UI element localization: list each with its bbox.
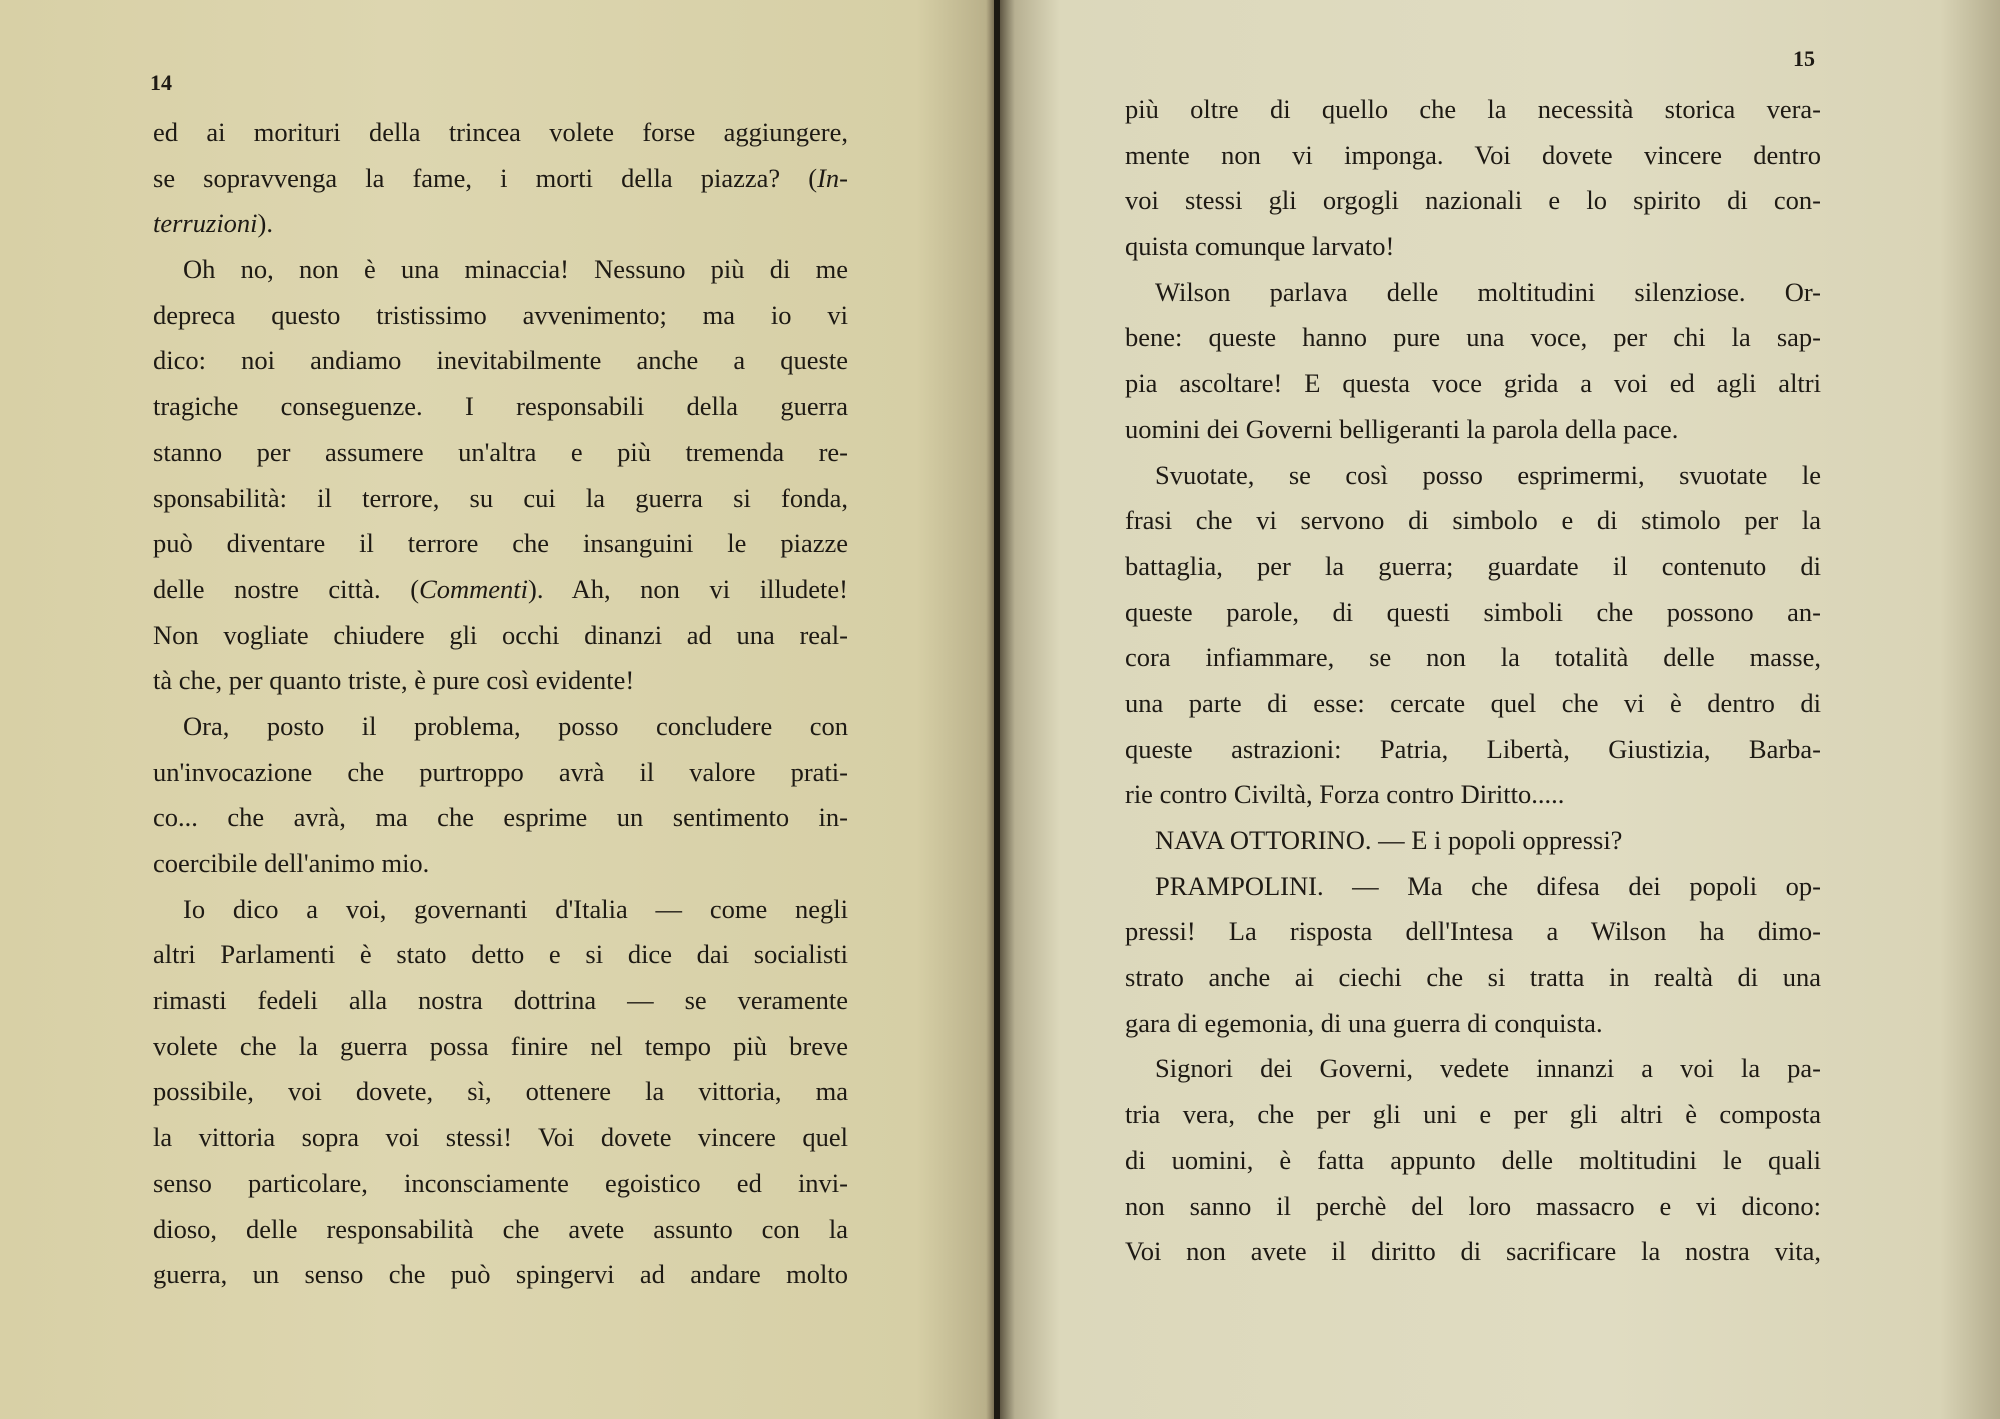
left-page xyxy=(0,0,996,1419)
text-line xyxy=(153,613,848,659)
text-block xyxy=(153,110,848,1298)
line-text: bene: queste hanno pure una voce, per chi la sap- xyxy=(1125,322,1821,353)
line-text: senso particolare, inconsciamente egoistico ed invi- xyxy=(153,1167,848,1198)
text-line xyxy=(153,658,848,704)
text-line xyxy=(1125,1046,1821,1092)
text-line xyxy=(153,887,848,933)
text-line xyxy=(1125,224,1821,270)
text-line xyxy=(1125,270,1821,316)
text-line xyxy=(153,841,848,887)
text-line xyxy=(153,430,848,476)
line-text: pressi! La risposta dell'Intesa a Wilson ha dimo- xyxy=(1125,916,1821,947)
text-line xyxy=(153,247,848,293)
text-line xyxy=(153,1069,848,1115)
text-line xyxy=(153,1024,848,1070)
line-text: volete che la guerra possa finire nel tempo più breve xyxy=(153,1030,848,1061)
text-line xyxy=(153,978,848,1024)
text-line xyxy=(1125,1092,1821,1138)
italic-text: terruzioni xyxy=(153,208,258,239)
text-line xyxy=(153,567,848,613)
text-line xyxy=(1125,407,1821,453)
line-text: non sanno il perchè del loro massacro e vi dicono: xyxy=(1125,1190,1821,1221)
text-line xyxy=(1125,87,1821,133)
line-text: rie contro Civiltà, Forza contro Diritto..... xyxy=(1125,779,1565,810)
text-line xyxy=(1125,1001,1821,1047)
text-line xyxy=(1125,453,1821,499)
line-text: dioso, delle responsabilità che avete assunto con la xyxy=(153,1213,848,1244)
page-number: 14 xyxy=(150,70,172,95)
line-text: voi stessi gli orgogli nazionali e lo spirito di con- xyxy=(1125,185,1821,216)
line-text: Io dico a voi, governanti d'Italia — come negli xyxy=(183,893,848,924)
line-text: queste parole, di questi simboli che possono an- xyxy=(1125,596,1821,627)
line-text: più oltre di quello che la necessità storica vera- xyxy=(1125,94,1821,124)
line-text: depreca questo tristissimo avvenimento; ma io vi xyxy=(153,299,848,330)
text-line xyxy=(1125,635,1821,681)
text-line xyxy=(1125,361,1821,407)
line-text: Voi non avete il diritto di sacrificare la nostra vita, xyxy=(1125,1236,1821,1267)
line-text: la vittoria sopra voi stessi! Voi dovete vincere quel xyxy=(153,1122,848,1153)
line-text: battaglia, per la guerra; guardate il contenuto di xyxy=(1125,550,1821,581)
line-text: coercibile dell'animo mio. xyxy=(153,848,430,878)
line-text: può diventare il terrore che insanguini le piazze xyxy=(153,528,848,559)
line-text: uomini dei Governi belligeranti la parola della pace. xyxy=(1125,413,1679,444)
line-text: frasi che vi servono di simbolo e di stimolo per la xyxy=(1125,505,1821,536)
text-line xyxy=(153,156,848,202)
line-text: una parte di esse: cercate quel che vi è dentro di xyxy=(1125,687,1821,718)
line-text: Ora, posto il problema, posso concludere con xyxy=(183,710,848,741)
text-line xyxy=(1125,178,1821,224)
text-line xyxy=(1125,1184,1821,1230)
line-text: gara di egemonia, di una guerra di conquista. xyxy=(1125,1007,1603,1038)
line-text: stanno per assumere un'altra e più tremenda re- xyxy=(153,436,848,467)
text-line xyxy=(1125,590,1821,636)
line-text: ). xyxy=(257,208,273,239)
line-text: Svuotate, se così posso esprimermi, svuotate le xyxy=(1155,459,1821,490)
line-text: guerra, un senso che può spingervi ad andare molto xyxy=(153,1259,848,1290)
text-line xyxy=(153,476,848,522)
text-line xyxy=(1125,498,1821,544)
text-line xyxy=(1125,315,1821,361)
text-line xyxy=(1125,909,1821,955)
text-line xyxy=(1125,544,1821,590)
line-text: Signori dei Governi, vedete innanzi a voi la pa- xyxy=(1155,1053,1821,1084)
line-text: ). Ah, non vi illudete! xyxy=(528,573,848,604)
text-line xyxy=(1125,681,1821,727)
text-line xyxy=(153,338,848,384)
italic-text: In- xyxy=(817,162,848,193)
line-text: tragiche conseguenze. I responsabili della guerra xyxy=(153,391,848,422)
line-text: altri Parlamenti è stato detto e si dice dai socialisti xyxy=(153,939,848,970)
line-text: sponsabilità: il terrore, su cui la guerra si fonda, xyxy=(153,482,848,513)
text-line xyxy=(153,201,848,247)
line-text: cora infiammare, se non la totalità delle masse, xyxy=(1125,642,1821,673)
text-line xyxy=(153,1115,848,1161)
text-line xyxy=(153,750,848,796)
line-text: NAVA OTTORINO. — E i popoli oppressi? xyxy=(1155,825,1623,855)
line-text: PRAMPOLINI. — Ma che difesa dei popoli op- xyxy=(1155,870,1821,901)
text-line xyxy=(153,1252,848,1298)
text-line xyxy=(153,521,848,567)
text-line xyxy=(1125,1229,1821,1275)
italic-text: Commenti xyxy=(419,573,529,604)
line-text: se sopravvenga la fame, i morti della piazza? ( xyxy=(153,162,818,193)
line-text: rimasti fedeli alla nostra dottrina — se veramente xyxy=(153,985,848,1016)
text-line xyxy=(153,110,848,156)
line-text: Non vogliate chiudere gli occhi dinanzi ad una real- xyxy=(153,619,848,650)
line-text: co... che avrà, ma che esprime un sentimento in- xyxy=(153,802,848,833)
text-line xyxy=(1125,133,1821,179)
right-page xyxy=(1000,0,2000,1419)
text-block xyxy=(1125,87,1821,1275)
text-line xyxy=(153,293,848,339)
line-text: di uomini, è fatta appunto delle moltitudini le quali xyxy=(1125,1144,1821,1175)
line-text: dico: noi andiamo inevitabilmente anche a queste xyxy=(153,345,848,376)
line-text: Wilson parlava delle moltitudini silenziose. Or- xyxy=(1155,276,1821,307)
page-number: 15 xyxy=(1793,46,1815,71)
line-text: un'invocazione che purtroppo avrà il valore prati- xyxy=(153,756,848,787)
text-line xyxy=(153,384,848,430)
text-line xyxy=(153,704,848,750)
line-text: strato anche ai ciechi che si tratta in realtà di una xyxy=(1125,962,1821,993)
line-text: ed ai morituri della trincea volete forse aggiungere, xyxy=(153,117,848,147)
text-line xyxy=(153,1207,848,1253)
line-text: queste astrazioni: Patria, Libertà, Giustizia, Barba- xyxy=(1125,733,1821,764)
line-text: possibile, voi dovete, sì, ottenere la vittoria, ma xyxy=(153,1076,848,1107)
text-line xyxy=(1125,955,1821,1001)
line-text: quista comunque larvato! xyxy=(1125,231,1395,262)
text-line xyxy=(1125,772,1821,818)
line-text: mente non vi imponga. Voi dovete vincere dentro xyxy=(1125,139,1821,170)
text-line xyxy=(1125,727,1821,773)
line-text: pia ascoltare! E questa voce grida a voi ed agli altri xyxy=(1125,368,1821,399)
text-line xyxy=(1125,818,1821,864)
text-line xyxy=(153,1161,848,1207)
line-text: Oh no, non è una minaccia! Nessuno più di me xyxy=(183,254,848,285)
line-text: tria vera, che per gli uni e per gli altri è composta xyxy=(1125,1099,1821,1130)
line-text: delle nostre città. ( xyxy=(153,573,420,604)
text-line xyxy=(1125,1138,1821,1184)
text-line xyxy=(153,795,848,841)
line-text: tà che, per quanto triste, è pure così evidente! xyxy=(153,665,635,696)
text-line xyxy=(1125,864,1821,910)
text-line xyxy=(153,932,848,978)
